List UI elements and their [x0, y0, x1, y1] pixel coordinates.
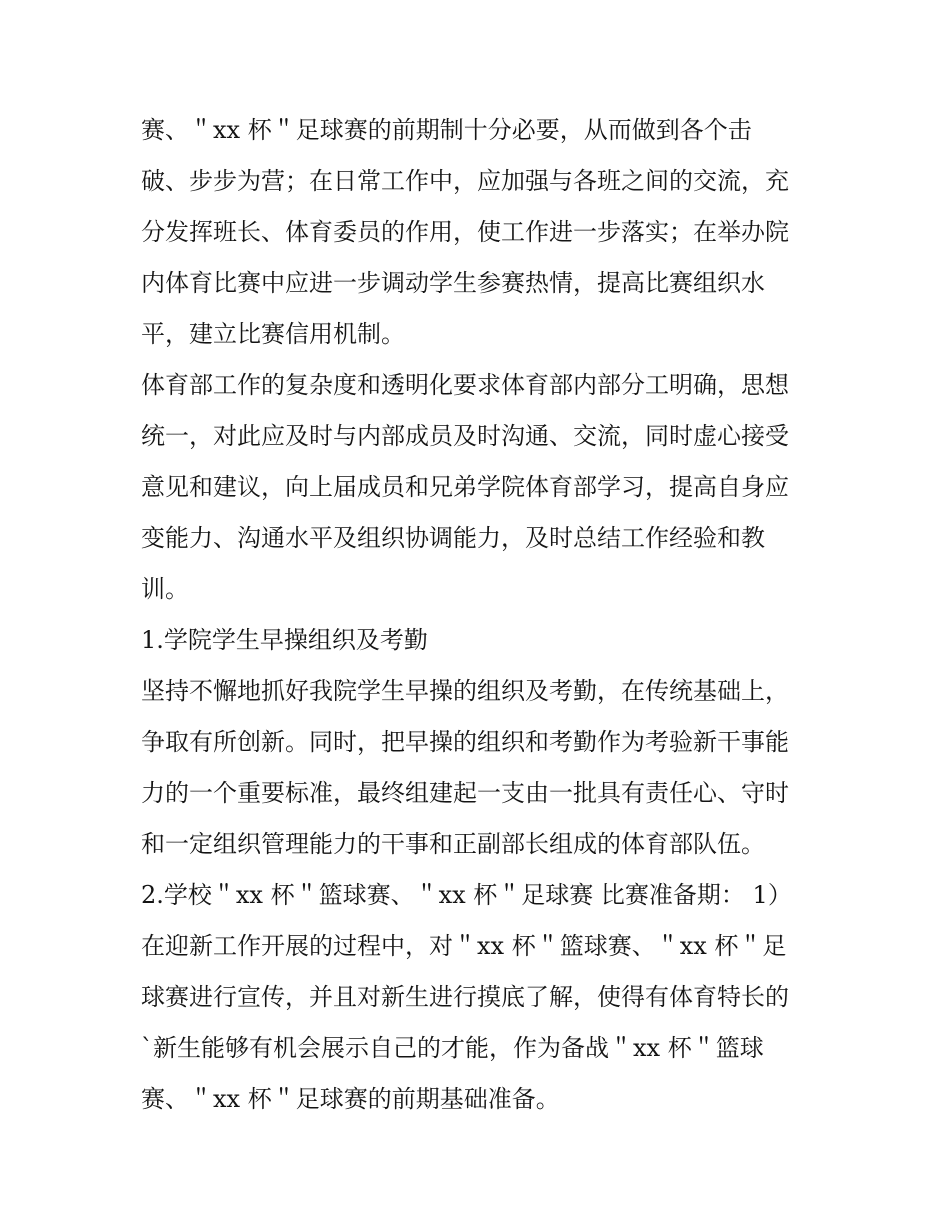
text-line: 力的一个重要标准，最终组建起一支由一批具有责任心、守时: [141, 779, 789, 807]
text-line: 赛、＂xx 杯＂足球赛的前期基础准备。: [141, 1085, 560, 1113]
text-line: 赛、＂xx 杯＂足球赛的前期制十分必要，从而做到各个击: [141, 116, 752, 144]
paragraph-start: 体育部工作的复杂度和透明化要求体育部内部分工明确，思想: [141, 371, 789, 399]
text-line: 和一定组织管理能力的干事和正副部长组成的体育部队伍。: [141, 830, 765, 858]
text-line: 意见和建议，向上届成员和兄弟学院体育部学习，提高自身应: [141, 473, 789, 501]
text-line: 球赛进行宣传，并且对新生进行摸底了解，使得有体育特长的: [141, 983, 789, 1011]
section-heading-1: 1.学院学生早操组织及考勤: [141, 626, 428, 654]
text-line: 争取有所创新。同时，把早操的组织和考勤作为考验新干事能: [141, 728, 789, 756]
text-line: 在迎新工作开展的过程中，对＂xx 杯＂篮球赛、＂xx 杯＂足: [141, 932, 787, 960]
text-line: 训。: [141, 575, 189, 603]
text-line: 破、步步为营；在日常工作中，应加强与各班之间的交流，充: [141, 167, 789, 195]
text-line: 平，建立比赛信用机制。: [141, 320, 405, 348]
text-line: `新生能够有机会展示自己的才能，作为备战＂xx 杯＂篮球: [141, 1034, 764, 1062]
paragraph-start: 坚持不懈地抓好我院学生早操的组织及考勤，在传统基础上，: [141, 677, 789, 705]
text-line: 变能力、沟通水平及组织协调能力，及时总结工作经验和教: [141, 524, 765, 552]
text-line: 内体育比赛中应进一步调动学生参赛热情，提高比赛组织水: [141, 269, 765, 297]
text-line: 分发挥班长、体育委员的作用，使工作进一步落实；在举办院: [141, 218, 789, 246]
text-line: 统一，对此应及时与内部成员及时沟通、交流，同时虚心接受: [141, 422, 789, 450]
section-heading-2: 2.学校＂xx 杯＂篮球赛、＂xx 杯＂足球赛 比赛准备期： 1）: [141, 881, 792, 909]
